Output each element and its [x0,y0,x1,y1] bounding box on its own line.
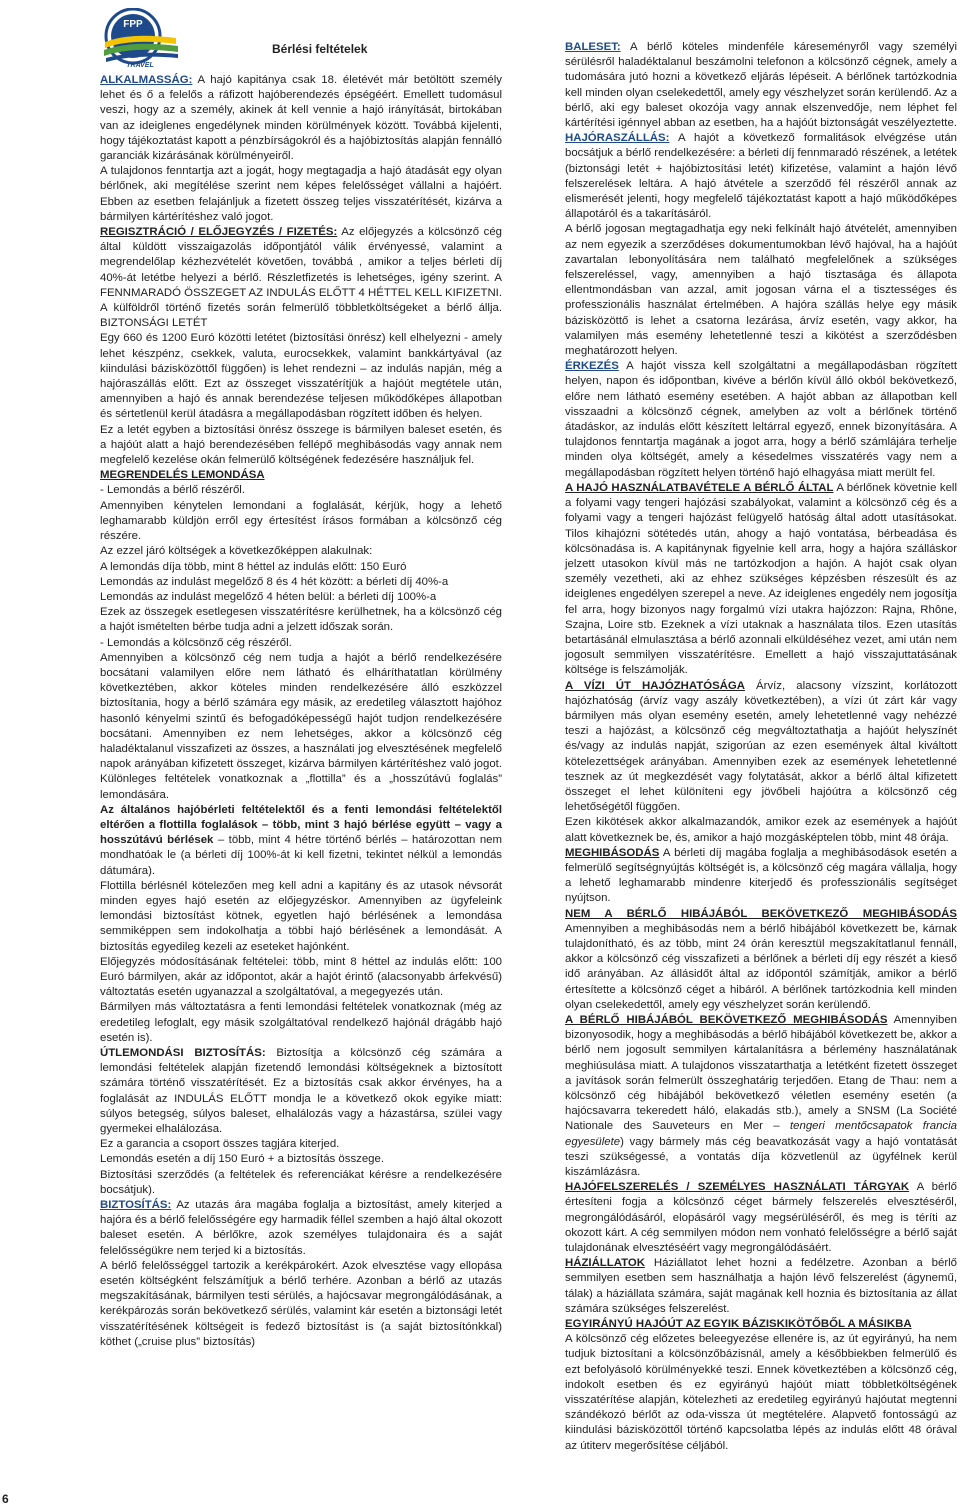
subheading-renter-cancellation: - Lemondás a bérlő részéről. [100,484,245,497]
paragraph-accident [565,40,957,131]
heading-insurance: BIZTOSÍTÁS: [100,1199,172,1212]
document-title: Bérlési feltételek [272,42,368,56]
paragraph-insurance [100,1198,502,1259]
paragraph-bicycles: A bérlő felelősséggel tartozik a kerékpárokért. Azok elvesztése vagy ellopása esetén költségként felszámítjuk a bérlő terhére. Azonban a bérlő az utazás megszakításának, bármilyen testi sérülés, a hajócsavar megrongálódásának, a kerékpározás során bekövetkező sérülés, valamint kár esetén a biztonsági letét visszatérítésének költségeit is fedező biztosítást is (a saját biztosítónkkal) köthet („cruise plus” biztosítás) [100,1259,502,1348]
paragraph-eligibility [100,73,502,164]
text-flotilla-bold: Az általános hajóbérleti feltételektől és a fenti lemondási feltételektől eltérően a flottilla foglalások – több, mint 3 hajó bérlése együtt – vagy a hosszútávú bérlések [100,803,502,847]
heading-equipment: HAJÓFELSZERELÉS / SZEMÉLYES HASZNÁLATI TÁRGYAK [565,1181,910,1194]
text-breakdown-renter-tail: ) vagy bármely más cég beavatkozását vagy a hajó vontatását teszi szükségessé, a vontatás díja közvetlenül az ügyfélnek kerül kiszámlázásra. [565,1135,957,1179]
text-arrival: A hajót vissza kell szolgáltatni a megállapodásban rögzített helyen, napon és időpontban, kivéve a bérlőn kívül álló okból bekövetkező, előre nem látható esemény esetében. A hajót abban az állapotban kell visszaadni a kölcsönző cégnek, amelyben az volt a bérlőnek történő átadáskor, az indulás előtt készített leltárral egyező, ennek bizonyítására. A tulajdonos fenntartja magának a jogot arra, hogy a bérlő számlájára terhelje minden olya költségét, amely a késedelmes visszatérés vagy nem a megállapodásban rögzített helyen történő hajó elhagyása miatt merült fel. [565,360,957,479]
paragraph-owner-refusal: A tulajdonos fenntartja azt a jogát, hogy megtagadja a hajó átadását egy olyan bérlőnek, aki megítélése szerint nem képes felelősséget vállalni a hajóért. Ebben az esetben felajánljuk a fizetett összeg teljes visszatérítését, kizárva a bármilyen kártérítéshez való jogot. [100,165,502,223]
logo-text-top: FPP [123,19,143,30]
page-number: 6 [2,1492,9,1506]
paragraph-breakdown-not-renter [565,907,957,1013]
paragraph-one-way: A kölcsönző cég előzetes beleegyezése ellenére is, az út egyirányú, ha nem tudjuk biztosítani a kölcsönzőbázisnál, amely a későbbiekben felmerülő és ezt befolyásoló körülményekké teszi. Ennek következtében a kölcsönző cég, indokolt esetben és ez egyirányú hajóút miatt többletköltségének visszatérítése alapján, kötelezheti az eredetileg egyirányú hajóutat megtenni szándékozó bérlőt az oda-vissza út megtételére. Alapvető fontosságú az kiindulási bázisközöttől történő kapcsolatba lépés az indulás előtt 48 órával az útiterv megerősítése céljából. [565,1333,957,1452]
paragraph-guarantee: Ez a garancia a csoport összes tagjára kiterjed. [100,1138,340,1151]
text-breakdown: A bérleti díj magába foglalja a meghibásodások esetén a felmerülő segítségnyújtás költségét is, a kölcsönző cég magára vállalja, hogy a lehető leghamarabb mindenre kiterjedő és professzionális segítséget nyújtson. [565,846,957,905]
logo-text-bottom: TRAVEL [126,62,154,69]
text-breakdown-not-renter: Amennyiben a meghibásodás nem a bérlő hibájából következett be, kárnak tulajdonítható, és az több, mint 24 órán keresztül megszakítatlanul fennáll, akkor a kölcsönző cég visszafizeti a bérlőnek a bérleti díj egy részét a kieső idő arányában. Az állásidőt által az időpontól számítják, amikor a bérlő értesítette a kölcsönző céget a hibáról. A bérlőnek tartózkodnia kell minden olyan cselekedettől, amely egy vészhelyzet során kerülendő. [565,922,957,1011]
heading-breakdown-renter: A BÉRLŐ HIBÁJÁBÓL BEKÖVETKEZŐ MEGHIBÁSODÁS [565,1014,888,1026]
cancel-fee-line-1: A lemondás díja több, mint 8 héttel az indulás előtt: 150 Euró [100,560,407,573]
subheading-company-cancellation: - Lemondás a kölcsönző cég részéről. [100,636,292,649]
text-accident: A bérlő köteles mindenféle káreseményről vagy személyi sérülésről haladéktalanul beszámolni telefonon a kölcsönző cégnek, amely a tudomására jutó hozni a következő eljárás lépéseit. A bérlőnek tartózkodnia kell minden olyan cselekedettől, amely egy vészhelyzet során kerülendő. Az a bérlő, aki egy baleset okozója vagy annak elszenvedője, nem léphet fel kártérítési igénnyel abban az esetben, ha a hajóút biztonságát veszélyeztette. [565,41,957,130]
text-boat-use: A bérlőnek követnie kell a folyami vagy tengeri hajózási szabályokat, valamint a kölcsönző cég és a folyami vagy a tengeri hajózást felügyelő hatóság által adott utasításokat. Tilos kihajózni sötétedés után, ahogy a hajó vontatása, bérbeadása és kölcsönadása is. A kapitánynak figyelnie kell arra, hogy a hajóra szálláskor jelzett utasokon kívül más ne tartózkodjon a hajón. A hajót csak olyan személy vezetheti, aki az ehhez szükséges képzésben részesült és az ideiglenes engedélyen szerepel a neve. Az ideiglenes engedély nem jogosítja fel arra, hogy bizonyos nagy forgalmú vízi utakra hajózzon: Rajna, Rhône, Szajna, Loire stb. Ezeknek a vízi utaknak a használata tilos. Ezen utasítás betartásánál elmulasztása a bérlő azonnali elküldéséhez vezet, ami után nem jogosult semmilyen visszatérítésre. Emellett a hajó visszajuttatásának költsége is felszámolják. [565,481,957,677]
text-snsm-italic: tengeri mentőcsapatok francia egyesülete [565,1120,957,1148]
paragraph-equipment [565,1180,957,1256]
paragraph-deposit: Egy 660 és 1200 Euró közötti letétet (biztosítási önrész) kell elhelyezni - amely lehet készpénz, csekkek, valuta, eurocsekkek, valamint bankkártyával (az kiindulási bázisközöttől függően) is lehet rendezni – az indulás napján, még a hajóraszállás előtt. Ezt az összeget visszatérítjük a hajóút megtétele után, amennyiben a hajó és annak berendezése teljesen működőképes állapotban és sértetlenül kerül átadásra a megállapodásban rögzített időben és helyen. [100,332,502,421]
text-cancel-insurance: Biztosítja a kölcsönző cég számára a lemondási feltételek alapján fizetendő lemondási költségeknek a biztosított számára történő visszatérítését. Ez a biztosítás csak akkor érvényes, ha a foglalását az INDULÁS ELŐTT mondja le a következő okok egyike miatt: súlyos betegség, súlyos baleset, elhalálozás vagy a házastársa, szülei vagy gyermekei elhalálozása. [100,1047,502,1136]
text-boarding: A hajót a következő formalitások elvégzése után bocsátjuk a bérlő rendelkezésére: a bérleti díj fennmaradó részének, a letétek (biztonsági letét + hajóbiztosítási letét) kifizetése, valamint a hajón lévő felszerelések leltára. A hajó átvétele a szerződő fél részéről annak az elismerését jelenti, hogy megfelelő tájékoztatást kapott a hajó működőképes állapotáról és a takarításáról. [565,132,957,221]
heading-cancel-insurance: ÚTLEMONDÁSI BIZTOSÍTÁS: [100,1047,266,1059]
heading-breakdown: MEGHIBÁSODÁS [565,846,660,859]
paragraph-company-cancellation: Amennyiben a kölcsönző cég nem tudja a hajót a bérlő rendelkezésére bocsátani valamilyen előre nem látható és elháríthatatlan körülmény következtében, akkor köteles minden rendelkezésére álló eszközzel biztosítania, hogy a bérlő számára egy másik, az eredetileg választott hajóhoz hasonló kényelmi szintű és befogadóképességű hajót tudjon rendelkezésére bocsátani. Amennyiben ez nem lehetséges, akkor a kölcsönző cég haladéktalanul visszafizeti az összes, a használati jog elvesztésének megfelelő napok arányában kifizetett összeget, kizárva bármilyen kártérítéshez való jogot. Különleges feltételek vonatkoznak a „flottilla” és a „hosszútávú foglalás” lemondására. [100,651,502,801]
paragraph-pets [565,1256,957,1317]
heading-accident: BALESET: [565,41,621,53]
heading-breakdown-not-renter: NEM A BÉRLŐ HIBÁJÁBÓL BEKÖVETKEZŐ MEGHIBÁSODÁS [565,907,957,920]
paragraph-refund-possible: Ezek az összegek esetlegesen visszatérítésre kerülhetnek, ha a kölcsönző cég a hajót ismételten bérbe tudja adni a jelzett időszak során. [100,606,502,634]
paragraph-deposit-excess: Ez a letét egyben a biztosítási önrész összege is bármilyen baleset esetén, és a hajóút alatt a hajó berendezésében fellépő meghibásodás vagy annak nem megfelelő kezelése okán felmerülő költségének fedezésére használjuk fel. [100,423,502,467]
right-column [565,40,957,1454]
text-registration: Az előjegyzés a kölcsönző cég által küldött visszaigazolás időpontjától válik érvényessé, valamint a megrendelőlap kézhezvételét követően, továbbá , amikor a teljes bérleti díj 40%-át letétbe helyezi a bérlő. Részletfizetés is lehetséges, igény szerint. A FENNMARADÓ ÖSSZEGET AZ INDULÁS ELŐTT 4 HÉTTEL KELL KIFIZETNI. A külföldről történő fizetés során felmerülő többletköltségeket a bérlő állja. BIZTONSÁGI LETÉT [100,226,502,330]
heading-arrival: ÉRKEZÉS [565,360,619,373]
text-flotilla: – több, mint 4 hétre történő bérlés – határozottan nem mondhatóak le (a bérleti díj 100%-át ki kell fizetni, tekintet nélkül a lemondás dátumára). [100,834,502,877]
paragraph-modification: Előjegyzés módosításának feltételei: több, mint 8 héttel az indulás előtt: 100 Euró bármilyen, akár az időpontot, akár a hajót érintő (alacsonyabb árfekvésű) változtatás esetén ugyanazzal a szolgáltatóval, a megegyezés után. [100,955,502,999]
heading-one-way: EGYIRÁNYÚ HAJÓÚT AZ EGYIK BÁZISKIKÖTŐBŐL A MÁSIKBA [565,1318,912,1331]
cancel-fee-line-2: Lemondás az indulást megelőző 8 és 4 hét között: a bérleti díj 40%-a [100,575,449,588]
paragraph-refuse-boat: A bérlő jogosan megtagadhatja egy neki felkínált hajó átvételét, amennyiben az nem egyezik a szerződéses dokumentumokban lévő hajóval, ha a hajóút zavartalan lebonyolítására nem található megfelelőnek a szükséges felszereléssel, vagy, amennyiben a hajó tisztasága és állapota ellentmondásban van azzal, amit jogosan várna el a tisztességes és professzionális használat értelmében. A hajóra szállás helye egy másik bázisközöttő is lehet a csatorna lezárása, árvíz esetén, vagy akkor, ha valamilyen más esemény lehetetlenné teszi a kikötést a szerződésben meghatározott helyen. [565,223,957,358]
paragraph-arrival [565,359,957,481]
heading-eligibility: ALKALMASSÁG: [100,74,193,86]
heading-pets: HÁZIÁLLATOK [565,1257,645,1270]
paragraph-breakdown [565,846,957,907]
paragraph-other-changes: Bármilyen más változtatásra a fenti lemondási feltételek vonatkoznak (még az eredetileg lefoglalt, egy másik szolgáltatóval rendelkező hajónál drágább hajó esetén is). [100,1001,502,1044]
paragraph-registration [100,225,502,331]
heading-boat-use: A HAJÓ HASZNÁLATBAVÉTELE A BÉRLŐ ÁLTAL [565,481,834,494]
text-insurance: Az utazás ára magába foglalja a biztosítást, amely kiterjed a hajóra és a bérlő felelősségére egy harmadik féllel szemben a hajó által okozott baleset esetén. A bérlőkre, azok személyes tulajdonaira és a saját felelősségükre nem terjed ki a biztosítás. [100,1199,502,1257]
paragraph-flotilla [100,803,502,879]
paragraph-navigability [565,679,957,816]
paragraph-breakdown-renter [565,1013,957,1180]
cancel-fee-line-3: Lemondás az indulást megelőző 4 héten belül: a bérleti díj 100%-a [100,590,437,603]
heading-registration: REGISZTRÁCIÓ / ELŐJEGYZÉS / FIZETÉS: [100,226,338,239]
paragraph-immobile: Ezen kikötések akkor alkalmazandók, amikor ezek az események a hajóút alatt következnek be, és, amikor a hajó mozgásképtelen több, mint 48 órája. [565,816,957,844]
text-pets: Háziállatot lehet hozni a fedélzetre. Azonban a bérlő semmilyen esetben sem használhatja a hajón lévő felszerelést (ágynemű, tálak) a háziállata számára, saját magának kell hoznia és biztosítania az állat számára szükséges felszerelést. [565,1257,957,1315]
left-column [100,73,502,1350]
paragraph-cancel-fee: Lemondás esetén a díj 150 Euró + a biztosítás összege. [100,1153,384,1166]
text-equipment: A bérlő értesíteni fogja a kölcsönző céget bármely felszerelés elvesztéséről, megrongálódásáról, elopásáról vagy megsérüléséről, és meg is téríti az okozott kárt. A cég semmilyen módon nem vonható felelősségre a bérlő saját tulajdonának elvesztéséért vagy megrongálódásáért. [565,1181,958,1255]
paragraph-cancel-insurance [100,1046,502,1137]
paragraph-cancel-costs: Az ezzel járó költségek a következőképpen alakulnak: [100,545,373,558]
paragraph-cancel-notice: Amennyiben kénytelen lemondani a foglalását, kérjük, hogy a lehető leghamarabb küldjön erről egy értesítést írásos formában a kölcsönző cég részére. [100,499,502,543]
paragraph-insurance-contract: Biztosítási szerződés (a feltételek és referenciákat kérésre a rendelkezésére bocsátjuk). [100,1168,502,1196]
text-eligibility: A hajó kapitánya csak 18. életévét már betöltött személy lehet és ő a felelős a ráfizott hajóberendezés épségéért. Emellett tudomásul veszi, hogy az a személy, akinek át kell vennie a hajó irányítását, birtokában van az ideiglenes engedélynek minden körülmények között. Továbbá kijelenti, hogy tájékoztatást kapott a pénzbírságokról és a hajóbiztosítás alapján fennálló garanciák kizárásának körülményeiről. [100,74,502,163]
heading-navigability: A VÍZI ÚT HAJÓZHATÓSÁGA [565,679,745,692]
heading-cancellation: MEGRENDELÉS LEMONDÁSA [100,469,265,482]
heading-boarding: HAJÓRASZÁLLÁS: [565,132,670,145]
fpp-travel-logo [100,8,178,70]
text-breakdown-renter: Amennyiben bizonyosodik, hogy a meghibásodás a bérlő hibájából következett be, akkor a bérlő nem jogosult semmilyen kártalanításra a bérlemény használatának meghiúsulása miatt. A tulajdonos visszatarthatja a letétként fizetett összeget a javítások során felmerült összeghatárig terjedően. Etang de Thau: nem a kölcsönző cég hibájából bekövetkező véletlen esemény esetén (a hajócsavarra tekeredett háló, elakadás stb.), amely a SNSM (La Société Nationale des Sauveteurs en Mer – [565,1014,957,1133]
paragraph-flotilla-list: Flottilla bérlésnél kötelezően meg kell adni a kapitány és az utasok névsorát minden egyes hajó esetén az előjegyzéskor. Amennyiben az ügyfeleink lemondási biztosítást kötnek, egyetlen hajó bérlésének a lemondása semmiképpen sem indokolhatja a többi hajó bérlésének a lemondását. A biztosítás egyedileg kezeli az eseteket hajónként. [100,879,502,953]
text-navigability: Árvíz, alacsony vízszint, korlátozott hajózhatóság (árvíz vagy aszály következtében), a vízi út zárt kár vagy bármilyen más olyan esemény esetén, amely lehetetlenné vagy nehézzé teszi a hajózást, a kölcsönző cég megváltoztathatja a hajóút helyszínét és/vagy az indulás napját, szigorúan az ezen események által kiváltott kötelezettségek arányában. Amennyiben ezek az események lehetetlenné tesznek az út megkezdését vagy folytatását, akkor a bérlő által kifizetett összeget el lehet különíteni egy jövőbeli hajóútra a kölcsönző cég lehetőségétől függően. [565,679,957,814]
paragraph-boat-use [565,481,957,679]
paragraph-boarding [565,131,957,222]
